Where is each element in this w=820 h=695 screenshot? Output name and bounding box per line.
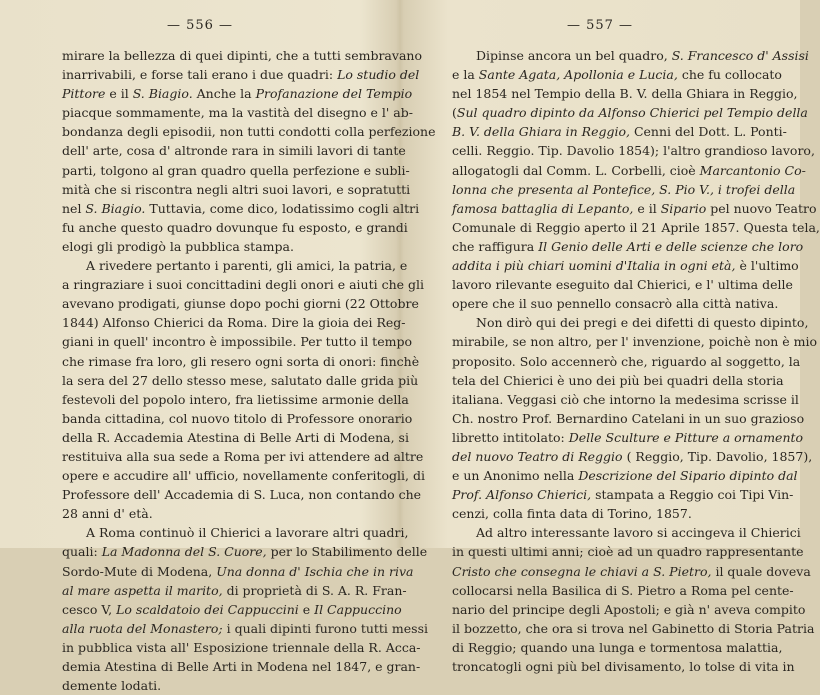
text-run: che rimase fra loro, gli resero ogni sorta di onori: finchè (62, 353, 420, 369)
text-run: avevano prodigati, giunse dopo pochi giorni (22 Ottobre (62, 296, 419, 312)
text-run: Ch. nostro Prof. Bernardino Catelani in un suo grazioso (452, 410, 805, 426)
text-line (452, 46, 809, 65)
text-line (452, 352, 801, 371)
text-run: libretto intitolato: (452, 429, 569, 445)
text-line (452, 371, 784, 390)
text-run: ( Reggio, Tip. Davolio, 1857), (622, 448, 813, 464)
text-run: A rivedere pertanto i parenti, gli amici, la patria, e (86, 258, 408, 274)
italic-title: del nuovo Teatro di Reggio (452, 448, 623, 464)
text-line (452, 294, 779, 313)
text-line (62, 237, 370, 256)
text-run: in questi ultimi anni; cioè ad un quadro rappresentante (452, 544, 804, 560)
text-run: nel 1854 nel Tempio della B. V. della Ghiara in Reggio, (452, 86, 798, 102)
text-line (452, 141, 815, 160)
text-line (452, 275, 793, 294)
text-run: opere che il suo pennello consacrò alla città nativa. (452, 296, 779, 312)
left-page-text (62, 46, 436, 695)
italic-title: Lo studio del (337, 67, 420, 83)
text-line (452, 619, 815, 638)
text-line (452, 409, 805, 428)
text-run: piacque sommamente, ma la vastità del disegno e l' ab- (62, 105, 413, 121)
text-run: di proprietà di S. A. R. Fran- (222, 582, 407, 598)
text-run: a ringraziare i suoi concittadini degli onori e aiuti che gli (62, 277, 424, 293)
text-line (62, 619, 428, 638)
text-line (62, 161, 410, 180)
text-line (452, 65, 782, 84)
text-line (62, 657, 421, 676)
text-line (62, 180, 411, 199)
text-line (452, 466, 798, 485)
text-run: demente lodati. (62, 678, 162, 694)
text-line (62, 256, 408, 275)
text-run: nel (62, 200, 86, 216)
text-line (62, 676, 370, 695)
text-line (62, 218, 408, 237)
text-line (62, 84, 413, 103)
text-run: e (298, 601, 315, 617)
text-run: dell' arte, cosa d' altronde rara in simili lavori di tante (62, 143, 406, 159)
italic-title: alla ruota del Monastero; (62, 620, 223, 636)
text-run: di Reggio; quando una lunga e tormentosa malattia, (452, 639, 783, 655)
text-line (62, 122, 436, 141)
text-run: cesco V, (62, 601, 117, 617)
italic-title: Il Genio delle Arti e delle scienze che loro (538, 238, 804, 254)
text-line (452, 161, 806, 180)
text-run: nario del principe degli Apostoli; e già n' aveva compito (452, 601, 806, 617)
page-number-right: — 557 — (566, 18, 634, 33)
text-line (452, 581, 794, 600)
text-run: parti, tolgono al gran quadro quella perfezione e subli- (62, 162, 410, 178)
text-run: della R. Accademia Atestina di Belle Arti di Modena, si (62, 429, 409, 445)
text-line (62, 542, 428, 561)
text-run: 28 anni d' età. (62, 506, 153, 522)
italic-title: Il Cappuccino (314, 601, 402, 617)
text-run: in pubblica vista all' Esposizione triennale della R. Acca- (62, 639, 421, 655)
text-run: allogatogli dal Comm. L. Corbelli, cioè (452, 162, 700, 178)
text-run: inarrivabili, e forse tali erano i due quadri: (62, 67, 338, 83)
text-run: bondanza degli episodii, non tutti condotti colla perfezione (62, 124, 436, 140)
text-line (62, 65, 420, 84)
text-run: quali: (62, 544, 102, 560)
text-line (62, 600, 402, 619)
italic-title: Delle Sculture e Pitture a ornamento (568, 429, 804, 445)
text-line (452, 103, 808, 122)
text-line (452, 218, 820, 237)
text-line (452, 122, 787, 141)
italic-title: Sipario (660, 200, 707, 216)
text-run: e il (633, 200, 661, 216)
text-run: il quale doveva (711, 563, 811, 579)
text-run: la sera del 27 dello stesso mese, salutato dalle grida più (62, 372, 419, 388)
text-line (62, 332, 412, 351)
text-run: festevoli del popolo intero, fra lietissime armonie della (62, 391, 409, 407)
italic-title: S. Biagio. (132, 86, 193, 102)
text-run: e la (452, 67, 479, 83)
italic-title: B. V. della Ghiara in Reggio, (452, 124, 630, 140)
italic-title: Una donna d' Ischia che in riva (216, 563, 414, 579)
text-run: banda cittadina, col nuovo titolo di Professore onorario (62, 410, 413, 426)
right-page (400, 0, 820, 674)
text-run: Ad altro interessante lavoro si accingeva il Chierici (476, 525, 801, 541)
text-run: mità che si riscontra negli altri suoi lavori, e sopratutti (62, 181, 411, 197)
text-line (62, 562, 414, 581)
text-run: e il (105, 86, 133, 102)
text-run: che raffigura (452, 238, 539, 254)
text-line (62, 294, 419, 313)
text-line (62, 313, 406, 332)
text-line (62, 352, 420, 371)
text-run: proposito. Solo accennerò che, riguardo al soggetto, la (452, 353, 801, 369)
text-line (452, 180, 796, 199)
text-run: troncatogli ogni più bel divisamento, lo tolse di vita in (452, 659, 795, 674)
text-line (452, 447, 813, 466)
italic-title: Sante Agata, Apollonia e Lucia, (478, 67, 678, 83)
italic-title: Pittore (62, 86, 106, 102)
text-line (452, 638, 783, 657)
text-line (62, 409, 413, 428)
italic-title: famosa battaglia di Lepanto, (452, 200, 634, 216)
italic-title: addita i più chiari uomini d'Italia in ogni età, (452, 258, 736, 274)
text-run: Dipinse ancora un bel quadro, (476, 48, 672, 63)
text-line (62, 390, 409, 409)
text-line (62, 199, 420, 218)
text-line (452, 523, 801, 542)
text-line (62, 504, 370, 523)
italic-title: al mare aspetta il marito, (62, 582, 223, 598)
text-run: Professore dell' Accademia di S. Luca, non contando che (62, 487, 422, 503)
italic-title: Cristo che consegna le chiavi a S. Pietro, (452, 563, 712, 579)
text-line (452, 428, 804, 447)
page-number-left: — 556 — (166, 18, 234, 33)
text-line (62, 371, 419, 390)
text-line (452, 504, 762, 523)
text-line (452, 256, 799, 275)
text-line (452, 84, 798, 103)
text-line (452, 332, 818, 351)
text-run: lavoro rilevante eseguito dal Chierici, e l' ultima delle (452, 277, 793, 293)
italic-title: S. Biagio. (85, 200, 146, 216)
text-line (62, 428, 409, 447)
text-run: 1844) Alfonso Chierici da Roma. Dire la gioia dei Reg- (62, 315, 406, 331)
text-run: che fu collocato (677, 67, 782, 83)
italic-title: lonna che presenta al Pontefice, S. Pio V., i trofei della (452, 181, 796, 197)
italic-title: Marcantonio Co- (699, 162, 806, 178)
text-run: Tuttavia, come dico, lodatissimo cogli altri (145, 200, 420, 216)
text-line (62, 638, 421, 657)
text-run: pel nuovo Teatro (706, 200, 817, 216)
italic-title: Descrizione del Sipario dipinto dal (578, 468, 798, 484)
text-line (62, 485, 422, 504)
text-run: e un Anonimo nella (452, 468, 579, 484)
text-run: fu anche questo quadro dovunque fu esposto, e grandi (62, 219, 408, 235)
text-run: Anche la (192, 86, 256, 102)
text-run: opere e accudire all' ufficio, novellamente conferitogli, di (62, 468, 425, 484)
text-run: demia Atestina di Belle Arti in Modena nel 1847, e gran- (62, 659, 421, 674)
text-line (62, 447, 424, 466)
text-line (62, 466, 425, 485)
text-run: celli. Reggio. Tip. Davolio 1854); l'altro grandioso lavoro, (452, 143, 815, 159)
italic-title: La Madonna del S. Cuore, (101, 544, 267, 560)
text-run: stampata a Reggio coi Tipi Vin- (591, 487, 794, 503)
text-line (62, 523, 409, 542)
text-run: collocarsi nella Basilica di S. Pietro a Roma pel cente- (452, 582, 794, 598)
italic-title: Profanazione del Tempio (255, 86, 413, 102)
text-line (452, 600, 806, 619)
text-run: i quali dipinti furono tutti messi (222, 620, 428, 636)
text-run: A Roma continuò il Chierici a lavorare altri quadri, (86, 525, 409, 541)
text-run: elogi gli prodigò la pubblica stampa. (62, 238, 294, 254)
text-line (62, 103, 413, 122)
text-run: il bozzetto, che ora si trova nel Gabinetto di Storia Patria (452, 620, 815, 636)
italic-title: Prof. Alfonso Chierici, (452, 487, 592, 503)
text-line (452, 485, 794, 504)
text-line (452, 657, 795, 676)
right-page-text (452, 46, 820, 676)
text-run: tela del Chierici è uno dei più bei quadri della storia (452, 372, 784, 388)
text-line (452, 199, 817, 218)
text-line (62, 141, 406, 160)
text-run: giani in quell' incontro è impossibile. Per tutto il tempo (62, 334, 412, 350)
text-run: cenzi, colla finta data di Torino, 1857. (452, 506, 692, 522)
text-line (452, 237, 804, 256)
text-line (452, 390, 799, 409)
italic-title: Lo scaldatoio dei Cappuccini (116, 601, 299, 617)
text-line (452, 562, 811, 581)
italic-title: Sul quadro dipinto da Alfonso Chierici pel Tempio della (456, 105, 808, 121)
text-line (452, 542, 804, 561)
text-run: per lo Stabilimento delle (266, 544, 428, 560)
text-run: Cenni del Dott. L. Ponti- (629, 124, 787, 140)
text-run: restituiva alla sua sede a Roma per ivi attendere ad altre (62, 448, 424, 464)
text-run: ( (452, 105, 457, 121)
text-run: Sordo-Mute di Modena, (62, 563, 217, 579)
text-run: è l'ultimo (735, 258, 799, 274)
text-run: Comunale di Reggio aperto il 21 Aprile 1857. Questa tela, (452, 219, 820, 235)
text-line (452, 313, 809, 332)
text-run: mirabile, se non altro, per l' invenzione, poichè non è mio (452, 334, 818, 350)
text-run: italiana. Veggasi ciò che intorno la medesima scrisse il (452, 391, 799, 407)
text-line (62, 275, 424, 294)
text-run: mirare la bellezza di quei dipinti, che a tutti sembravano (62, 48, 422, 63)
text-line (62, 581, 407, 600)
text-run: Non dirò qui dei pregi e dei difetti di questo dipinto, (476, 315, 809, 331)
text-line (62, 46, 422, 65)
italic-title: S. Francesco d' Assisi (671, 48, 809, 63)
